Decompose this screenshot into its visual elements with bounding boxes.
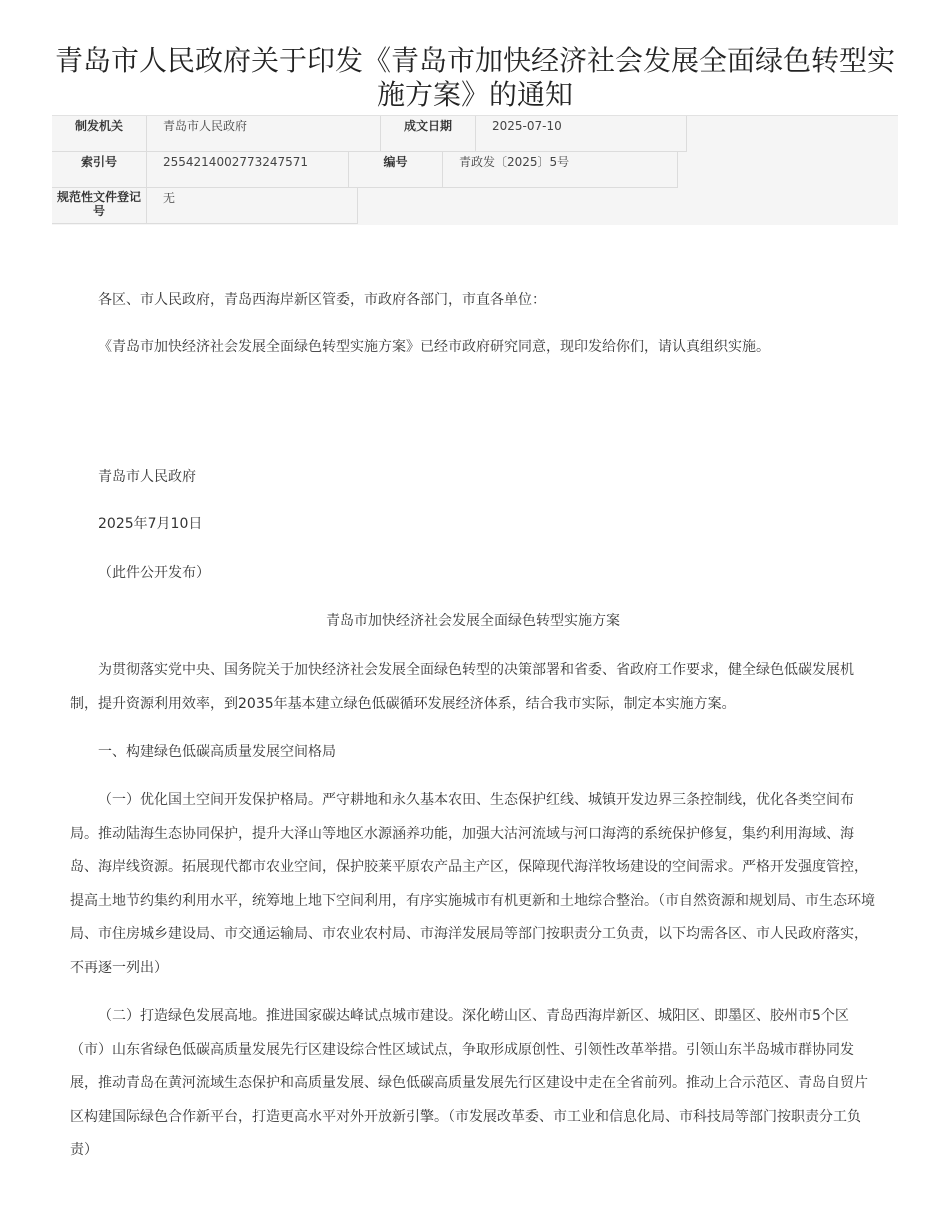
notice-paragraph: 《青岛市加快经济社会发展全面绿色转型实施方案》已经市政府研究同意，现印发给你们，请认真组织实施。 — [98, 339, 770, 355]
reg-value: 无 — [147, 188, 358, 224]
paragraph-item-1: （一）优化国土空间开发保护格局。严守耕地和永久基本农田、生态保护红线、城镇开发边界三条控制线，优化各类空间布局。推动陆海生态协同保护，提升大泽山等地区水源涵养功能，加强大沽河流域与河口海湾的系统保护修复，集约利用海域、海岛、海岸线资源。拓展现代都市农业空间，保护胶莱平原农产品主产区，保障现代海洋牧场建设的空间需求。严格开发强度管控，提高土地节约集约利用水平，统筹地上地下空间利用，有序实施城市有机更新和土地综合整治。（市自然资源和规划局、市生态环境局、市住房城乡建设局、市交通运输局、市农业农村局、市海洋发展局等部门按职责分工负责，以下均需各区、市人民政府落实，不再逐一列出） — [70, 792, 875, 976]
document-meta-table — [52, 115, 898, 225]
number-value: 青政发〔2025〕5号 — [443, 152, 678, 188]
public-note: （此件公开发布） — [98, 565, 210, 581]
intro-paragraph: 为贯彻落实党中央、国务院关于加快经济社会发展全面绿色转型的决策部署和省委、省政府工作要求，健全绿色低碳发展机制，提升资源利用效率，到2035年基本建立绿色低碳循环发展经济体系，结合我市实际，制定本实施方案。 — [70, 662, 854, 712]
index-label: 索引号 — [52, 152, 147, 188]
issuer-value: 青岛市人民政府 — [147, 116, 381, 152]
reg-label: 规范性文件登记号 — [52, 188, 147, 224]
paragraph-item-2: （二）打造绿色发展高地。推进国家碳达峰试点城市建设。深化崂山区、青岛西海岸新区、城阳区、即墨区、胶州市5个区（市）山东省绿色低碳高质量发展先行区建设综合性区域试点，争取形成原创性、引领性改革举措。引领山东半岛城市群协同发展，推动青岛在黄河流域生态保护和高质量发展、绿色低碳高质量发展先行区建设中走在全省前列。推动上合示范区、青岛自贸片区构建国际绿色合作新平台，打造更高水平对外开放新引擎。（市发展改革委、市工业和信息化局、市科技局等部门按职责分工负责） — [70, 1008, 868, 1158]
issuer-label: 制发机关 — [52, 116, 147, 152]
date-label: 成文日期 — [381, 116, 476, 152]
sign-date: 2025年7月10日 — [98, 516, 203, 532]
signer: 青岛市人民政府 — [98, 469, 196, 485]
number-label: 编号 — [349, 152, 443, 188]
section-heading-1: 一、构建绿色低碳高质量发展空间格局 — [98, 744, 336, 760]
index-value: 2554214002773247571 — [147, 152, 349, 188]
salutation: 各区、市人民政府，青岛西海岸新区管委，市政府各部门，市直各单位： — [98, 292, 546, 308]
date-value: 2025-07-10 — [476, 116, 687, 152]
plan-title: 青岛市加快经济社会发展全面绿色转型实施方案 — [326, 613, 620, 629]
page-title: 青岛市人民政府关于印发《青岛市加快经济社会发展全面绿色转型实施方案》的通知 — [54, 44, 895, 111]
